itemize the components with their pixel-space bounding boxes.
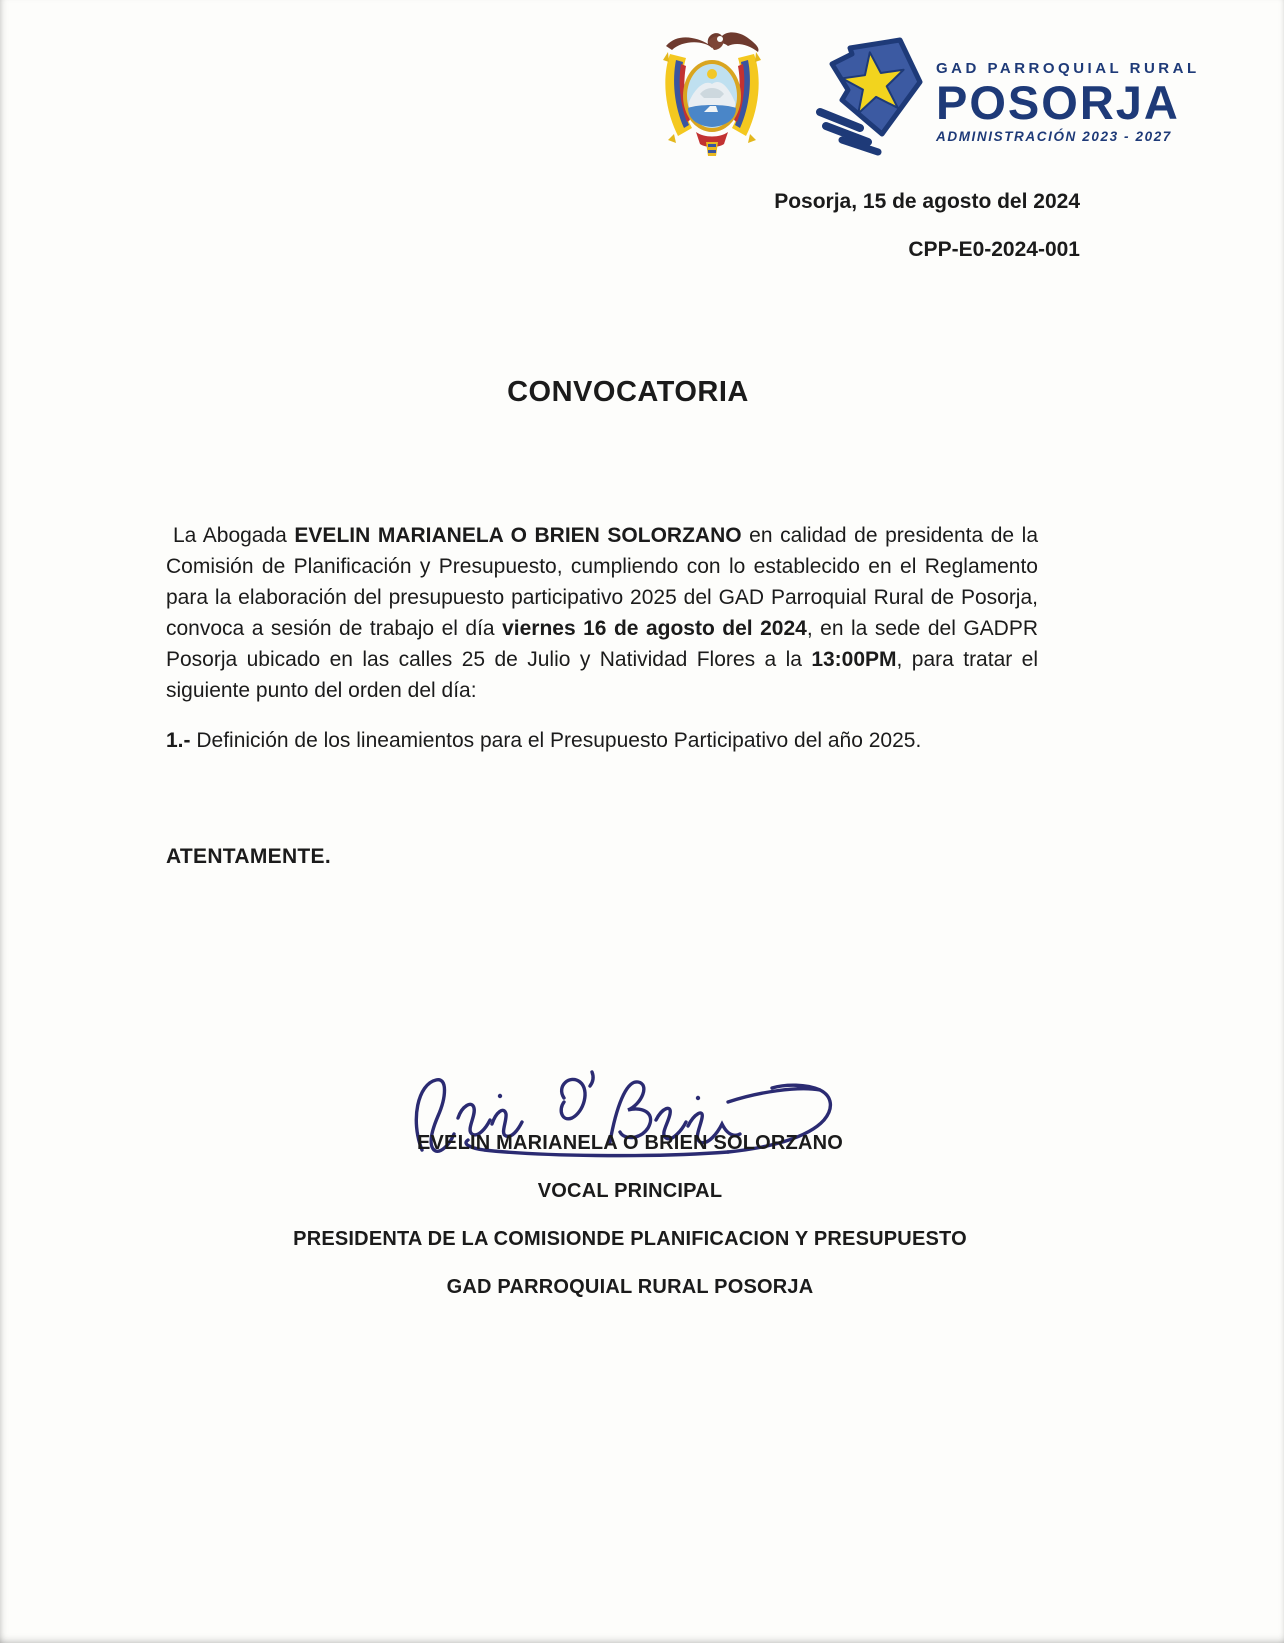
text-segment: , para tratar el siguiente punto del orden del día: <box>166 648 1039 702</box>
closing-salutation: ATENTAMENTE. <box>166 845 331 868</box>
body-paragraph <box>166 520 1038 706</box>
agenda-item <box>166 725 1066 756</box>
posorja-logo-shield-icon <box>808 34 930 156</box>
text-segment: La Abogada <box>173 524 295 547</box>
logo-administration-period: ADMINISTRACIÓN 2023 - 2027 <box>936 129 1172 144</box>
signer-organization: GAD PARROQUIAL RURAL POSORJA <box>446 1276 814 1298</box>
logo-org-name: POSORJA <box>936 76 1180 129</box>
text-segment: en calidad de presidenta de la Comisión de Planificación y Presupuesto, cumpliendo con lo establecido en el Reglamento para la elaboración del presupuesto participativo 2025 del GAD Parroquial Rural de Posorja, convoca a sesión de trabajo el día <box>166 524 1039 640</box>
document-title: CONVOCATORIA <box>507 376 749 408</box>
posorja-logo <box>808 34 1200 156</box>
text-segment: viernes 16 de agosto del 2024 <box>502 617 807 640</box>
text-segment: 13:00PM <box>811 648 897 671</box>
logo-org-type: GAD PARROQUIAL RURAL <box>936 60 1200 77</box>
signer-name: EVELIN MARIANELA O BRIEN SOLORZANO <box>416 1132 844 1154</box>
signature-block <box>100 1132 1160 1299</box>
date-line: Posorja, 15 de agosto del 2024 <box>774 190 1080 213</box>
text-segment: 1.- <box>166 729 191 752</box>
posorja-logo-text <box>936 34 1200 144</box>
ecuador-coat-of-arms <box>648 24 776 165</box>
text-segment: , en la sede del GADPR Posorja ubicado en las calles 25 de Julio y Natividad Flores a la <box>166 617 1039 671</box>
text-segment: EVELIN MARIANELA O BRIEN SOLORZANO <box>294 524 742 547</box>
signer-role-vocal: VOCAL PRINCIPAL <box>537 1180 723 1202</box>
reference-number: CPP-E0-2024-001 <box>908 238 1080 261</box>
ecuador-coat-of-arms-icon <box>648 24 776 160</box>
text-segment: Definición de los lineamientos para el Presupuesto Participativo del año 2025. <box>190 729 922 752</box>
date-reference-block <box>774 190 1080 262</box>
document-header <box>0 20 1284 170</box>
signer-role-presidenta: PRESIDENTA DE LA COMISIONDE PLANIFICACION Y PRESUPUESTO <box>293 1228 967 1250</box>
